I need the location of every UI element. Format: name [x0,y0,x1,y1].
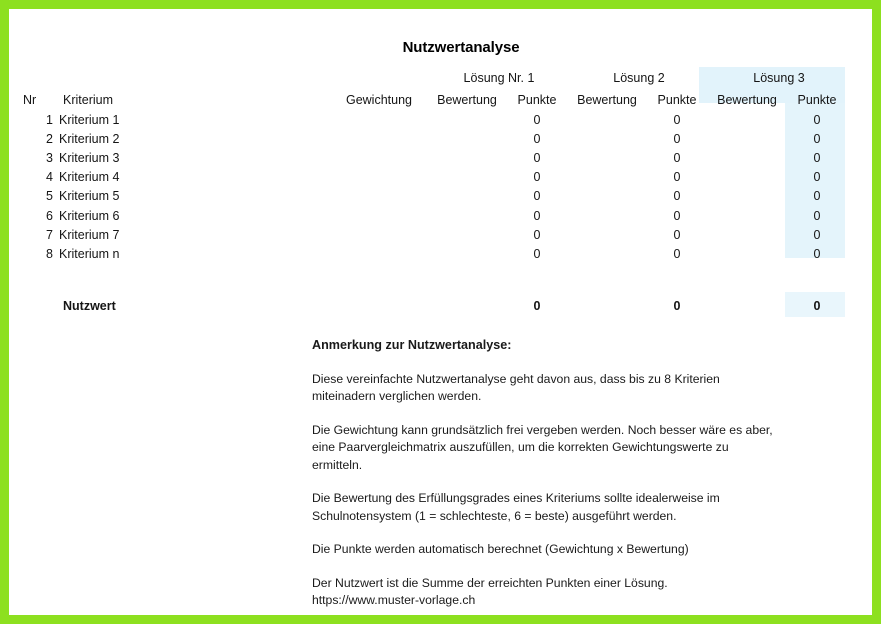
column-header-bewertung-3: Bewertung [717,93,777,107]
group-header-solution-3: Lösung 3 [753,71,805,85]
notes-url[interactable]: https://www.muster-vorlage.ch [312,593,476,607]
cell-punkte-3-row-6[interactable]: 0 [813,208,821,223]
cell-kriterium-row-5[interactable]: Kriterium 5 [59,189,120,204]
nutzwert-punkte-2[interactable]: 0 [673,299,681,313]
cell-punkte-2-row-4[interactable]: 0 [673,170,681,185]
cell-punkte-2-row-7[interactable]: 0 [673,227,681,242]
cell-punkte-2-row-2[interactable]: 0 [673,132,681,147]
cell-punkte-1-row-5[interactable]: 0 [533,189,541,204]
cell-punkte-2-row-6[interactable]: 0 [673,208,681,223]
cell-punkte-3-row-1[interactable]: 0 [813,113,821,127]
notes-title: Anmerkung zur Nutzwertanalyse: [312,338,512,352]
notes-paragraph-3: Die Bewertung des Erfüllungsgrades eines Kriteriums sollte idealerweise im Schulnotensystem (1 = schlechteste, 6 = beste) ausgeführt werden. [312,491,720,523]
cell-punkte-1-row-3[interactable]: 0 [533,151,541,166]
cell-punkte-2-row-8[interactable]: 0 [673,246,681,261]
cell-kriterium-row-1[interactable]: Kriterium 1 [59,113,120,127]
nutzwert-punkte-1[interactable]: 0 [533,299,541,313]
cell-punkte-1-row-6[interactable]: 0 [533,208,541,223]
column-header-gewichtung: Gewichtung [345,93,412,107]
cell-punkte-2-row-3[interactable]: 0 [673,151,681,166]
cell-punkte-3-row-7[interactable]: 0 [813,227,821,242]
spreadsheet-sheet [9,9,872,615]
cell-punkte-3-row-4[interactable]: 0 [813,170,821,185]
cell-nr-row-8[interactable]: 8 [46,246,53,261]
cell-nr-row-5[interactable]: 5 [46,189,53,204]
column-header-bewertung-1: Bewertung [437,93,497,107]
cell-nr-row-6[interactable]: 6 [46,208,53,223]
cell-nr-row-4[interactable]: 4 [46,170,53,185]
cell-kriterium-row-3[interactable]: Kriterium 3 [59,151,120,166]
cell-punkte-3-row-8[interactable]: 0 [813,246,821,261]
group-header-solution-1: Lösung Nr. 1 [463,71,535,85]
notes-block [312,337,782,610]
column-header-punkte-1: Punkte [517,93,557,107]
notes-paragraph-4: Die Punkte werden automatisch berechnet (Gewichtung x Bewertung) [312,542,689,556]
cell-punkte-1-row-8[interactable]: 0 [533,246,541,261]
cell-nr-row-1[interactable]: 1 [46,113,53,127]
group-header-solution-2: Lösung 2 [613,71,665,85]
cell-punkte-1-row-2[interactable]: 0 [533,132,541,147]
column-header-nr: Nr [23,93,37,107]
cell-punkte-1-row-4[interactable]: 0 [533,170,541,185]
cell-punkte-2-row-1[interactable]: 0 [673,113,681,127]
cell-punkte-3-row-3[interactable]: 0 [813,151,821,166]
column-header-punkte-2: Punkte [657,93,697,107]
cell-punkte-3-row-2[interactable]: 0 [813,132,821,147]
nutzwert-label: Nutzwert [63,299,116,313]
cell-punkte-3-row-5[interactable]: 0 [813,189,821,204]
page-title: Nutzwertanalyse [402,39,520,56]
cell-punkte-2-row-5[interactable]: 0 [673,189,681,204]
cell-nr-row-3[interactable]: 3 [46,151,53,166]
cell-punkte-1-row-7[interactable]: 0 [533,227,541,242]
nutzwert-punkte-3[interactable]: 0 [813,299,821,313]
notes-paragraph-5: Der Nutzwert ist die Summe der erreichten Punkten einer Lösung. [312,575,668,590]
cell-kriterium-row-7[interactable]: Kriterium 7 [59,227,120,242]
cell-kriterium-row-8[interactable]: Kriterium n [59,246,120,261]
cell-nr-row-7[interactable]: 7 [46,227,53,242]
notes-paragraph-1: Diese vereinfachte Nutzwertanalyse geht davon aus, dass bis zu 8 Kriterien miteinadern verglichen werden. [312,371,720,403]
cell-kriterium-row-6[interactable]: Kriterium 6 [59,208,120,223]
column-header-kriterium: Kriterium [63,93,114,107]
cell-kriterium-row-4[interactable]: Kriterium 4 [59,170,120,185]
cell-punkte-1-row-1[interactable]: 0 [533,113,541,127]
notes-paragraph-2: Die Gewichtung kann grundsätzlich frei vergeben werden. Noch besser wäre es aber, eine Paarvergleichmatrix auszufüllen, um die korrekten Gewichtungswerte zu ermitteln. [312,422,773,472]
cell-kriterium-row-2[interactable]: Kriterium 2 [59,132,120,147]
cell-nr-row-2[interactable]: 2 [46,132,53,147]
column-header-bewertung-2: Bewertung [577,93,637,107]
column-header-punkte-3: Punkte [797,93,837,107]
